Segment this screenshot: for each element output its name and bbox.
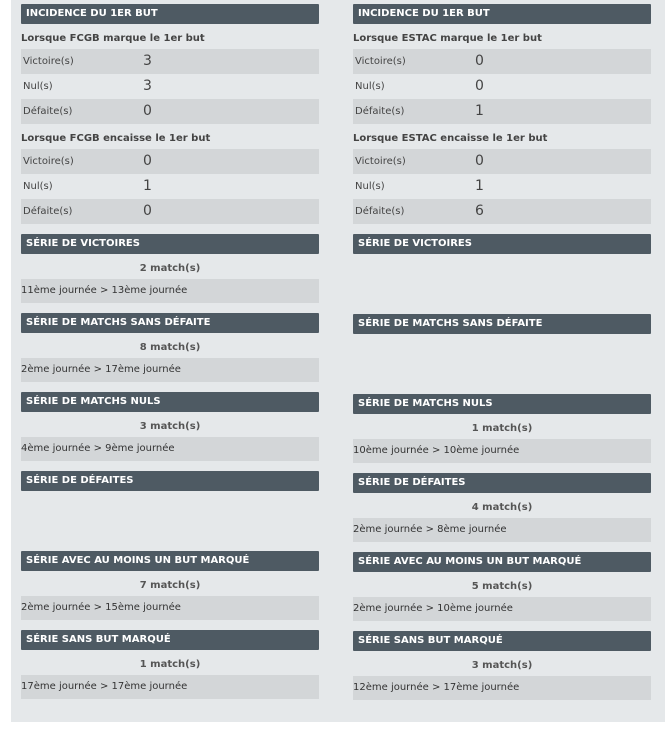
stat-value: 0	[475, 153, 484, 169]
stat-label: Victoire(s)	[355, 156, 406, 167]
series-empty	[353, 254, 651, 309]
series-header-wins: SÉRIE DE VICTOIRES	[353, 234, 651, 254]
series-count: 1 match(s)	[471, 423, 533, 434]
series-header-unbeaten: SÉRIE DE MATCHS SANS DÉFAITE	[353, 314, 651, 334]
series-count: 2 match(s)	[139, 263, 201, 274]
stat-row	[353, 99, 651, 124]
series-count: 5 match(s)	[471, 581, 533, 592]
stat-value: 0	[475, 78, 484, 94]
stat-row	[21, 74, 319, 99]
series-range: 2ème journée > 17ème journée	[21, 358, 319, 382]
stat-value: 0	[143, 103, 152, 119]
series-count: 4 match(s)	[471, 502, 533, 513]
series-header-defeats: SÉRIE DE DÉFAITES	[353, 473, 651, 493]
series-header-defeats: SÉRIE DE DÉFAITES	[21, 471, 319, 491]
stat-row	[353, 49, 651, 74]
series-range: 2ème journée > 10ème journée	[353, 597, 651, 621]
column-away	[353, 4, 651, 700]
series-header-draws: SÉRIE DE MATCHS NULS	[353, 394, 651, 414]
stat-label: Défaite(s)	[355, 206, 405, 217]
stat-value: 0	[143, 153, 152, 169]
series-range: 4ème journée > 9ème journée	[21, 437, 319, 461]
stat-label: Victoire(s)	[23, 156, 74, 167]
series-range: 2ème journée > 15ème journée	[21, 596, 319, 620]
stat-row	[21, 99, 319, 124]
series-header-scored: SÉRIE AVEC AU MOINS UN BUT MARQUÉ	[353, 552, 651, 572]
series-range: 2ème journée > 8ème journée	[353, 518, 651, 542]
stat-row	[353, 199, 651, 224]
series-header-wins: SÉRIE DE VICTOIRES	[21, 234, 319, 254]
concedes-first-label: Lorsque ESTAC encaisse le 1er but	[353, 133, 548, 144]
stat-value: 1	[143, 178, 152, 194]
scores-first-label: Lorsque FCGB marque le 1er but	[21, 33, 205, 44]
scores-first-label: Lorsque ESTAC marque le 1er but	[353, 33, 542, 44]
concedes-first-label: Lorsque FCGB encaisse le 1er but	[21, 133, 211, 144]
stat-label: Nul(s)	[355, 81, 385, 92]
column-home	[21, 4, 319, 699]
stat-label: Nul(s)	[355, 181, 385, 192]
stat-row	[353, 74, 651, 99]
stat-value: 1	[475, 103, 484, 119]
series-range: 17ème journée > 17ème journée	[21, 675, 319, 699]
series-count: 3 match(s)	[139, 421, 201, 432]
series-count: 3 match(s)	[471, 660, 533, 671]
series-count: 8 match(s)	[139, 342, 201, 353]
stat-label: Nul(s)	[23, 81, 53, 92]
stat-label: Nul(s)	[23, 181, 53, 192]
series-empty	[353, 334, 651, 389]
series-header-draws: SÉRIE DE MATCHS NULS	[21, 392, 319, 412]
stat-label: Victoire(s)	[355, 56, 406, 67]
series-header-unbeaten: SÉRIE DE MATCHS SANS DÉFAITE	[21, 313, 319, 333]
stat-value: 0	[475, 53, 484, 69]
incidence-header: INCIDENCE DU 1ER BUT	[21, 4, 319, 24]
incidence-header: INCIDENCE DU 1ER BUT	[353, 4, 651, 24]
series-count: 1 match(s)	[139, 659, 201, 670]
stat-row	[21, 199, 319, 224]
stat-label: Défaite(s)	[23, 106, 73, 117]
stat-label: Défaite(s)	[23, 206, 73, 217]
stat-row	[21, 174, 319, 199]
stat-value: 1	[475, 178, 484, 194]
stat-row	[353, 149, 651, 174]
stat-value: 3	[143, 78, 152, 94]
stat-row	[353, 174, 651, 199]
series-count: 7 match(s)	[139, 580, 201, 591]
series-empty	[21, 491, 319, 546]
series-header-no-goal: SÉRIE SANS BUT MARQUÉ	[21, 630, 319, 650]
series-header-scored: SÉRIE AVEC AU MOINS UN BUT MARQUÉ	[21, 551, 319, 571]
series-range: 12ème journée > 17ème journée	[353, 676, 651, 700]
series-range: 10ème journée > 10ème journée	[353, 439, 651, 463]
stat-label: Victoire(s)	[23, 56, 74, 67]
stat-value: 6	[475, 203, 484, 219]
stat-row	[21, 49, 319, 74]
stat-row	[21, 149, 319, 174]
stat-label: Défaite(s)	[355, 106, 405, 117]
stat-value: 3	[143, 53, 152, 69]
series-header-no-goal: SÉRIE SANS BUT MARQUÉ	[353, 631, 651, 651]
stat-value: 0	[143, 203, 152, 219]
series-range: 11ème journée > 13ème journée	[21, 279, 319, 303]
